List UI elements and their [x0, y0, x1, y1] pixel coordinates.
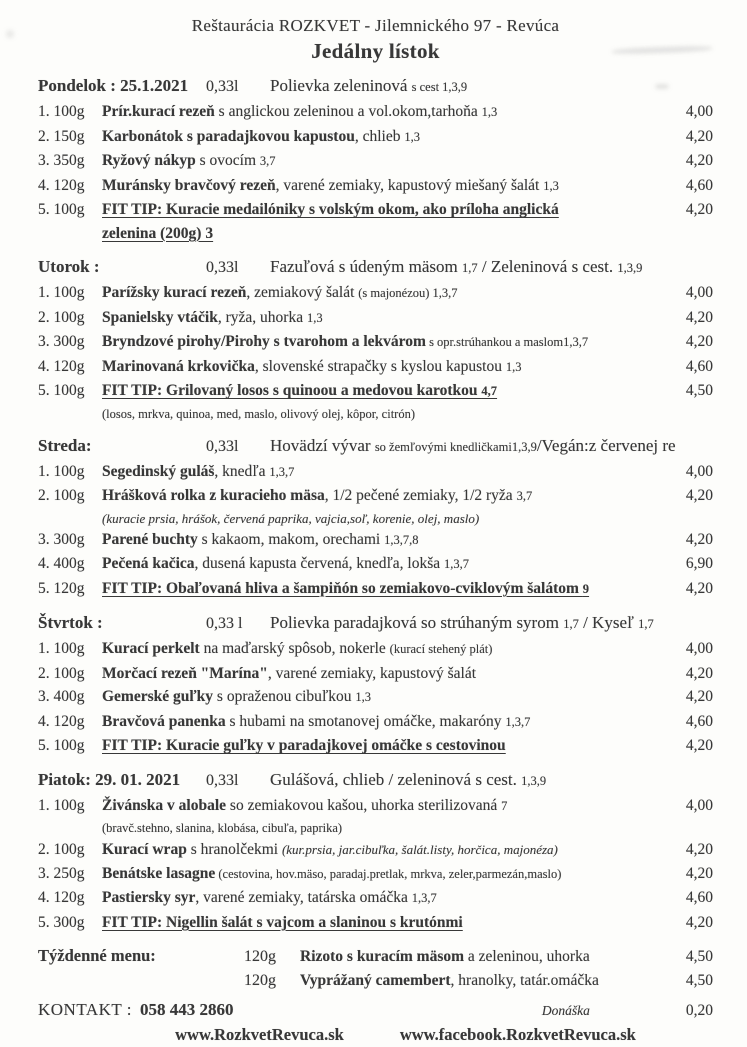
item-description — [102, 100, 669, 125]
item-description — [102, 662, 669, 686]
item-number: 4. 120g — [38, 712, 85, 730]
item-number: 5. 120g — [38, 579, 85, 597]
item-description — [102, 577, 669, 602]
soup-volume: 0,33l — [206, 437, 239, 455]
item-description — [102, 838, 669, 862]
text-segment: 4,7 — [481, 384, 498, 398]
menu-item-row — [38, 174, 713, 199]
menu-item-row — [38, 862, 713, 887]
text-segment: (bravč.stehno, slanina, klobása, cibuľa, paprika) — [102, 821, 343, 835]
text-segment: 1,3,7,8 — [384, 532, 419, 547]
item-price: 4,20 — [685, 579, 713, 597]
soup-volume: 0,33l — [206, 259, 239, 276]
text-segment: Bravčová panenka — [102, 712, 226, 730]
item-price: 4,00 — [685, 796, 713, 814]
item-description — [102, 484, 669, 509]
text-segment: a zeleninou, uhorka — [464, 948, 590, 965]
item-number: 5. 300g — [38, 913, 85, 931]
item-description — [102, 552, 669, 577]
item-description — [102, 198, 669, 222]
text-segment: Gulášová, chlieb / zeleninová s cest. — [270, 769, 522, 789]
text-segment: s opraženou cibuľkou — [213, 688, 356, 705]
text-segment: Morčací rezeň "Marína" — [102, 664, 268, 682]
item-number: 1. 100g — [38, 284, 85, 301]
text-segment: , dusená kapusta červená, knedľa, lokša — [194, 555, 445, 572]
text-segment: 3,7 — [259, 154, 276, 168]
text-segment: so zemiakovou kašou, uhorka sterilizovaná — [226, 796, 502, 814]
soup-line — [270, 433, 713, 460]
item-number: 3. 250g — [38, 864, 85, 882]
menu-item-row — [38, 528, 713, 553]
text-segment: Živánska v alobale — [102, 796, 227, 814]
item-price: 6,90 — [685, 555, 713, 572]
website-link: www.facebook.RozkvetRevuca.sk — [399, 1025, 636, 1044]
text-segment: FIT TIP: Grilovaný losos s quinoou a medovou karotkou — [102, 382, 482, 399]
text-segment: Parížsky kurací rezeň — [102, 284, 247, 301]
text-segment: , slovenské strapačky s kyslou kapustou — [254, 357, 506, 375]
weekly-menu-row — [38, 944, 713, 969]
day-section — [38, 610, 713, 758]
menu-item-row — [38, 379, 713, 404]
websites-row — [38, 1023, 713, 1047]
item-price: 4,20 — [685, 737, 713, 754]
item-description — [102, 306, 669, 331]
soup-volume: 0,33l — [206, 78, 239, 95]
item-description — [102, 911, 669, 935]
text-segment: (kurací stehený plát) — [389, 642, 493, 656]
item-price: 4,20 — [685, 201, 713, 218]
item-number: 1. 100g — [38, 103, 85, 120]
item-number: 4. 120g — [38, 357, 85, 375]
text-segment: Pečená kačica — [102, 555, 195, 572]
item-number: 2. 100g — [38, 308, 85, 326]
scan-artifact — [655, 84, 669, 89]
text-segment: Spanielsky vtáčik — [102, 308, 218, 326]
item-price: 4,00 — [685, 462, 713, 480]
menu-item-row — [38, 125, 713, 150]
item-number: 5. 100g — [38, 201, 85, 218]
text-segment: Parené buchty — [102, 530, 198, 548]
item-price: 4,20 — [685, 664, 713, 682]
portion-weight: 120g — [244, 948, 276, 965]
text-segment: Gemerské guľky — [102, 688, 214, 705]
text-segment: , ryža, uhorka — [217, 308, 307, 326]
text-segment: s kakaom, makom, orechami — [197, 530, 385, 548]
text-segment: Ryžový nákyp — [102, 152, 196, 169]
text-segment: 1,3,7 — [444, 557, 470, 571]
menu-item-row — [38, 794, 713, 819]
day-section — [38, 767, 713, 935]
text-segment: 1,3 — [404, 129, 420, 144]
text-segment: 9 — [582, 581, 590, 596]
menu-item-row — [38, 198, 713, 222]
menu-item-row — [38, 484, 713, 509]
text-segment: 1,3,7 — [563, 335, 589, 349]
item-price: 4,20 — [685, 530, 713, 548]
ingredient-note — [38, 818, 713, 838]
item-description — [102, 637, 669, 662]
text-segment: 1,3 — [355, 690, 371, 704]
menu-item-row — [38, 734, 713, 758]
text-segment: , 1/2 pečené zemiaky, 1/2 ryža — [324, 487, 517, 504]
text-segment: Kurací wrap — [102, 841, 187, 858]
text-segment: s hranolčekmi — [186, 841, 282, 858]
text-segment: / Kyseľ — [578, 613, 639, 632]
soup-line — [270, 610, 713, 637]
item-description — [102, 355, 669, 380]
text-segment: 1,3 — [306, 310, 323, 325]
text-segment: Segedinský guláš — [102, 462, 215, 480]
text-segment: Hovädzí vývar — [270, 435, 375, 455]
item-description — [102, 460, 669, 485]
restaurant-name: Reštaurácia ROZKVET - Jilemnického 97 - Revúca — [191, 16, 560, 35]
item-price: 4,00 — [685, 640, 713, 657]
text-segment: /Vegán:z červenej re — [536, 435, 676, 455]
menu-item-row — [38, 306, 713, 331]
text-segment: Kurací perkelt — [102, 640, 200, 657]
item-number: 1. 100g — [38, 462, 85, 480]
item-price: 4,60 — [685, 176, 713, 194]
item-price: 4,20 — [685, 841, 713, 858]
ingredient-note — [38, 509, 713, 528]
item-number: 1. 100g — [38, 640, 85, 657]
weekly-menu-row — [38, 969, 713, 993]
soup-volume: 0,33 l — [206, 615, 243, 632]
item-price: 4,20 — [685, 864, 713, 882]
text-segment: na maďarský spôsob, nokerle — [199, 640, 390, 657]
text-segment: , varené zemiaky, tatárska omáčka — [195, 889, 412, 906]
website-link: www.RozkvetRevuca.sk — [175, 1025, 344, 1044]
delivery-label: Donáška — [541, 1003, 590, 1018]
day-section — [38, 73, 713, 245]
menu-item-row — [38, 552, 713, 577]
menu-item-row — [38, 662, 713, 686]
item-description — [300, 945, 669, 969]
item-price: 4,00 — [685, 284, 713, 301]
menu-item-row — [38, 149, 713, 174]
day-header-row — [38, 433, 713, 460]
text-segment: , chlieb — [354, 127, 405, 145]
item-description — [102, 528, 669, 553]
text-segment: s opr.strúhankou a maslom — [425, 335, 564, 349]
menu-item-row — [38, 637, 713, 662]
item-price: 4,00 — [685, 103, 713, 120]
text-segment: 1,3,7 — [505, 714, 531, 729]
contact-row — [38, 998, 713, 1023]
day-name: Pondelok : 25.1.2021 — [38, 76, 189, 95]
menu-item-row — [38, 330, 713, 355]
item-price: 4,20 — [685, 913, 713, 931]
text-segment: 1,7 — [563, 617, 579, 631]
item-price: 4,20 — [685, 127, 713, 145]
menu-item-row — [38, 886, 713, 911]
item-description — [300, 969, 669, 993]
item-description — [102, 710, 669, 735]
text-segment: Benátske lasagne — [102, 864, 216, 882]
text-segment: 1,3,9 — [511, 439, 537, 454]
menu-item-row — [38, 838, 713, 862]
item-price: 4,50 — [685, 948, 713, 965]
text-segment: 1,7 — [462, 261, 478, 275]
text-segment: 7 — [501, 798, 508, 813]
item-price: 4,20 — [685, 308, 713, 326]
day-section — [38, 254, 713, 424]
item-number: 2. 100g — [38, 841, 85, 858]
text-segment: Karbonátok s paradajkovou kapustou — [102, 127, 355, 145]
text-segment: Prír.kurací rezeň — [102, 103, 215, 120]
item-number: 3. 400g — [38, 688, 85, 705]
day-sections — [38, 73, 713, 934]
text-segment: Hrášková rolka z kuracieho mäsa — [102, 487, 325, 504]
text-segment: FIT TIP: Kuracie medailóniky s volským okom, ako príloha anglická — [102, 201, 559, 218]
item-price: 4,20 — [685, 152, 713, 169]
day-name: Streda: — [38, 435, 92, 455]
text-segment: (losos, mrkva, quinoa, med, maslo, olivový olej, kôpor, citrón) — [102, 406, 415, 421]
item-description — [102, 734, 669, 758]
item-number: 1. 100g — [38, 796, 85, 814]
item-price: 4,60 — [685, 357, 713, 375]
text-segment: s cest 1,3,9 — [411, 80, 468, 94]
menu-item-row — [38, 911, 713, 935]
item-description — [102, 174, 669, 199]
text-segment: 1,3,7 — [269, 464, 295, 479]
text-segment: 1,3,7 — [411, 891, 437, 905]
delivery-price: 0,20 — [685, 1002, 713, 1019]
text-segment: , zemiakový šalát — [246, 284, 359, 301]
text-segment: 1,3 — [481, 105, 498, 119]
item-price: 4,60 — [685, 712, 713, 730]
text-segment: s anglickou zeleninou a vol.okom,tarhoňa — [214, 103, 482, 120]
ingredient-note — [38, 404, 713, 424]
item-description — [102, 125, 669, 150]
menu-item-row — [38, 460, 713, 485]
day-header-row — [38, 610, 713, 637]
text-segment: , knedľa — [214, 462, 270, 480]
day-header-row — [38, 254, 713, 281]
text-segment: FIT TIP: Obaľovaná hliva a šampiňón so zemiakovo-cviklovým šalátom — [102, 579, 583, 597]
text-segment: Polievka paradajková so strúhaným syrom — [270, 613, 564, 632]
item-number: 4. 120g — [38, 889, 85, 906]
text-segment: 1,7 — [638, 617, 654, 631]
day-name: Utorok : — [38, 257, 100, 276]
item-number: 2. 150g — [38, 127, 85, 145]
item-number: 4. 120g — [38, 176, 85, 194]
soup-line — [270, 73, 713, 100]
day-name: Piatok: 29. 01. 2021 — [38, 769, 181, 789]
text-segment: 1,3 — [543, 178, 559, 193]
text-segment: 1,3 — [505, 359, 522, 374]
text-segment: FIT TIP: Kuracie guľky v paradajkovej omáčke s cestovinou — [102, 737, 506, 754]
item-description — [102, 330, 669, 355]
item-description — [102, 222, 669, 246]
contact-label: KONTAKT : — [38, 1000, 132, 1019]
menu-item-continuation — [38, 222, 713, 246]
text-segment: Bryndzové pirohy/Pirohy s tvarohom a lekvárom — [102, 333, 426, 350]
contact-phone: 058 443 2860 — [139, 1000, 234, 1019]
item-description — [102, 886, 669, 911]
menu-item-row — [38, 685, 713, 710]
weekly-menu-label: Týždenné menu: — [38, 946, 156, 965]
text-segment: 1,3,9 — [617, 261, 643, 275]
scan-artifact — [6, 30, 14, 38]
soup-volume: 0,33l — [206, 771, 239, 789]
text-segment: (kuracie prsia, hrášok, červená paprika, vajcia,soľ, korenie, olej, maslo) — [102, 510, 480, 526]
menu-item-row — [38, 577, 713, 602]
item-number: 3. 300g — [38, 333, 85, 350]
item-number: 5. 100g — [38, 382, 85, 399]
item-number: 2. 100g — [38, 487, 85, 504]
item-description — [102, 281, 669, 306]
text-segment: (kur.prsia, jar.cibuľka, šalát.listy, horčica, majonéza) — [281, 842, 558, 857]
item-price: 4,60 — [685, 889, 713, 906]
text-segment: / Zeleninová s cest. — [477, 257, 618, 276]
item-description — [102, 685, 669, 710]
menu-item-row — [38, 281, 713, 306]
item-price: 4,50 — [685, 382, 713, 399]
item-number: 4. 400g — [38, 555, 85, 572]
text-segment: Rizoto s kuracím mäsom — [300, 948, 465, 965]
text-segment: 3,7 — [516, 489, 533, 503]
item-description — [102, 862, 669, 887]
item-description — [102, 794, 669, 819]
weekly-menu-section — [38, 944, 713, 992]
item-price: 4,20 — [685, 688, 713, 705]
item-price: 4,50 — [685, 971, 713, 989]
item-number: 3. 350g — [38, 152, 85, 169]
item-price: 4,20 — [685, 333, 713, 350]
text-segment: , hranolky, tatár.omáčka — [450, 971, 599, 989]
text-segment: so žemľovými knedličkami — [374, 439, 512, 454]
item-description — [102, 149, 669, 174]
text-segment: , varené zemiaky, kapustový šalát — [267, 664, 477, 682]
text-segment: Muránsky bravčový rezeň — [102, 176, 276, 194]
menu-item-row — [38, 355, 713, 380]
text-segment: s ovocím — [195, 152, 260, 169]
soup-line — [270, 767, 713, 794]
day-name: Štvrtok : — [38, 613, 103, 632]
soup-line — [270, 254, 713, 281]
text-segment: Fazuľová s údeným mäsom — [270, 257, 462, 276]
text-segment: Marinovaná krkovička — [102, 357, 255, 375]
text-segment: Pastiersky syr — [102, 889, 196, 906]
text-segment: Vyprážaný camembert — [300, 971, 451, 989]
day-header-row — [38, 73, 713, 100]
page-title: Jedálny lístok — [311, 39, 440, 63]
text-segment: (s majonézou) 1,3,7 — [358, 286, 458, 300]
text-segment: 1,3,9 — [521, 773, 547, 788]
item-price: 4,20 — [685, 487, 713, 504]
portion-weight: 120g — [244, 971, 276, 989]
day-section — [38, 433, 713, 602]
menu-item-row — [38, 100, 713, 125]
text-segment: (cestovina, hov.mäso, paradaj.pretlak, mrkva, zeler,parmezán,maslo) — [215, 866, 562, 881]
day-header-row — [38, 767, 713, 794]
menu-item-row — [38, 710, 713, 735]
item-number: 2. 100g — [38, 664, 85, 682]
item-description — [102, 379, 669, 404]
text-segment: , varené zemiaky, kapustový miešaný šalát — [275, 176, 544, 194]
text-segment: Polievka zeleninová — [270, 76, 412, 95]
text-segment: zelenina (200g) 3 — [102, 224, 214, 242]
text-segment: s hubami na smotanovej omáčke, makaróny — [225, 712, 506, 730]
text-segment: FIT TIP: Nigellin šalát s vajcom a slaninou s krutónmi — [102, 913, 463, 931]
item-number: 3. 300g — [38, 530, 85, 548]
item-number: 5. 100g — [38, 737, 85, 754]
